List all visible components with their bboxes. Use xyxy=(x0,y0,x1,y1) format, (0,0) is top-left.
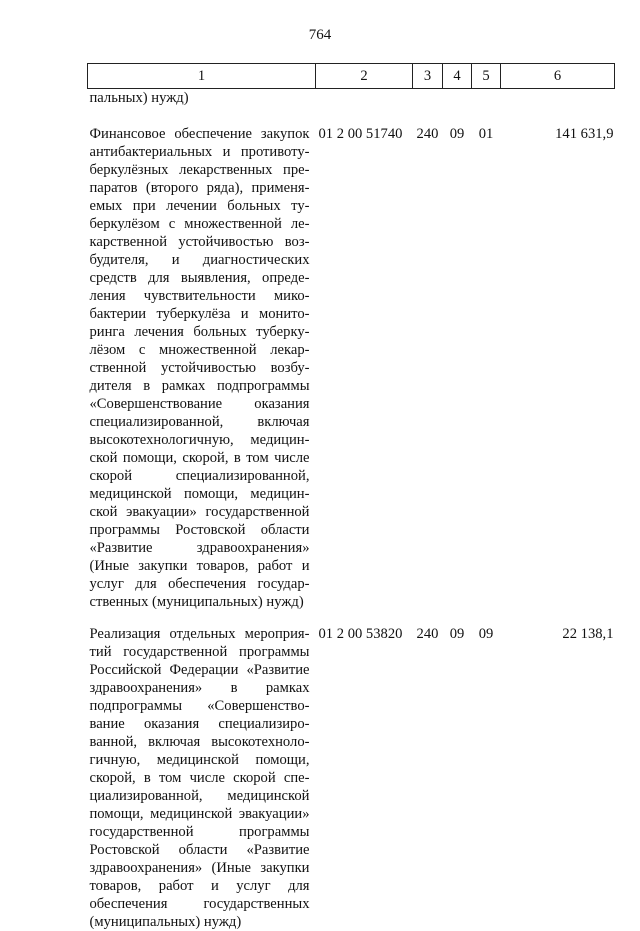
header-col-5: 5 xyxy=(472,64,501,89)
header-col-6: 6 xyxy=(501,64,615,89)
row-col-3: 240 xyxy=(416,126,439,142)
row-col-4: 09 xyxy=(449,626,465,642)
row-description: Финансовое обеспечение закупок антибактериальных и противотуберкулёзных лекарственных препаратов (второго ряда), применяемых при лечении больных туберкулёзом с множественной лекарственной устойчивостью возбудителя, и диагностических средств для выявления, определения чувствительности микобактерии туберкулёза и мониторинга лечения больных туберкулёзом с множественной лекарственной устойчивостью возбудителя в рамках подпрограммы «Совершенствование оказания специализированной, включая высокотехнологичную, медицинской помощи, скорой, в том числе скорой специализированной, медицинской помощи, медицинской эвакуации» государственной программы Ростовской области «Развитие здравоохранения» (Иные закупки товаров, работ и услуг для обеспечения государственных (муниципальных) нужд) xyxy=(89,126,310,610)
table-row xyxy=(88,125,615,611)
header-col-2: 2 xyxy=(316,64,413,89)
row-amount: 141 631,9 xyxy=(555,126,614,142)
row-code: 01 2 00 51740 xyxy=(318,126,403,142)
row-amount: 22 138,1 xyxy=(562,626,614,642)
row-col-5: 01 xyxy=(478,126,494,142)
budget-table xyxy=(87,63,615,931)
header-col-4: 4 xyxy=(443,64,472,89)
row-description: Реализация отдельных мероприятий государственной программы Российской Федерации «Развитие здравоохранения» в рамках подпрограммы «Совершенствование оказания специализированной, включая высокотехнологичную, медицинской помощи, скорой, в том числе скорой специализированной, медицинской помощи, медицинской эвакуации» государственной программы Ростовской области «Развитие здравоохранения» (Иные закупки товаров, работ и услуг для обеспечения государственных (муниципальных) нужд) xyxy=(89,626,310,930)
header-col-3: 3 xyxy=(413,64,443,89)
continuation-text: пальных) нужд) xyxy=(89,90,189,106)
page-number: 764 xyxy=(308,27,332,43)
table-header xyxy=(88,64,615,89)
continuation-row xyxy=(88,89,615,112)
header-col-1: 1 xyxy=(88,64,316,89)
row-code: 01 2 00 53820 xyxy=(318,626,403,642)
row-col-5: 09 xyxy=(478,626,494,642)
row-col-4: 09 xyxy=(449,126,465,142)
row-col-3: 240 xyxy=(416,626,439,642)
table-row xyxy=(88,625,615,931)
